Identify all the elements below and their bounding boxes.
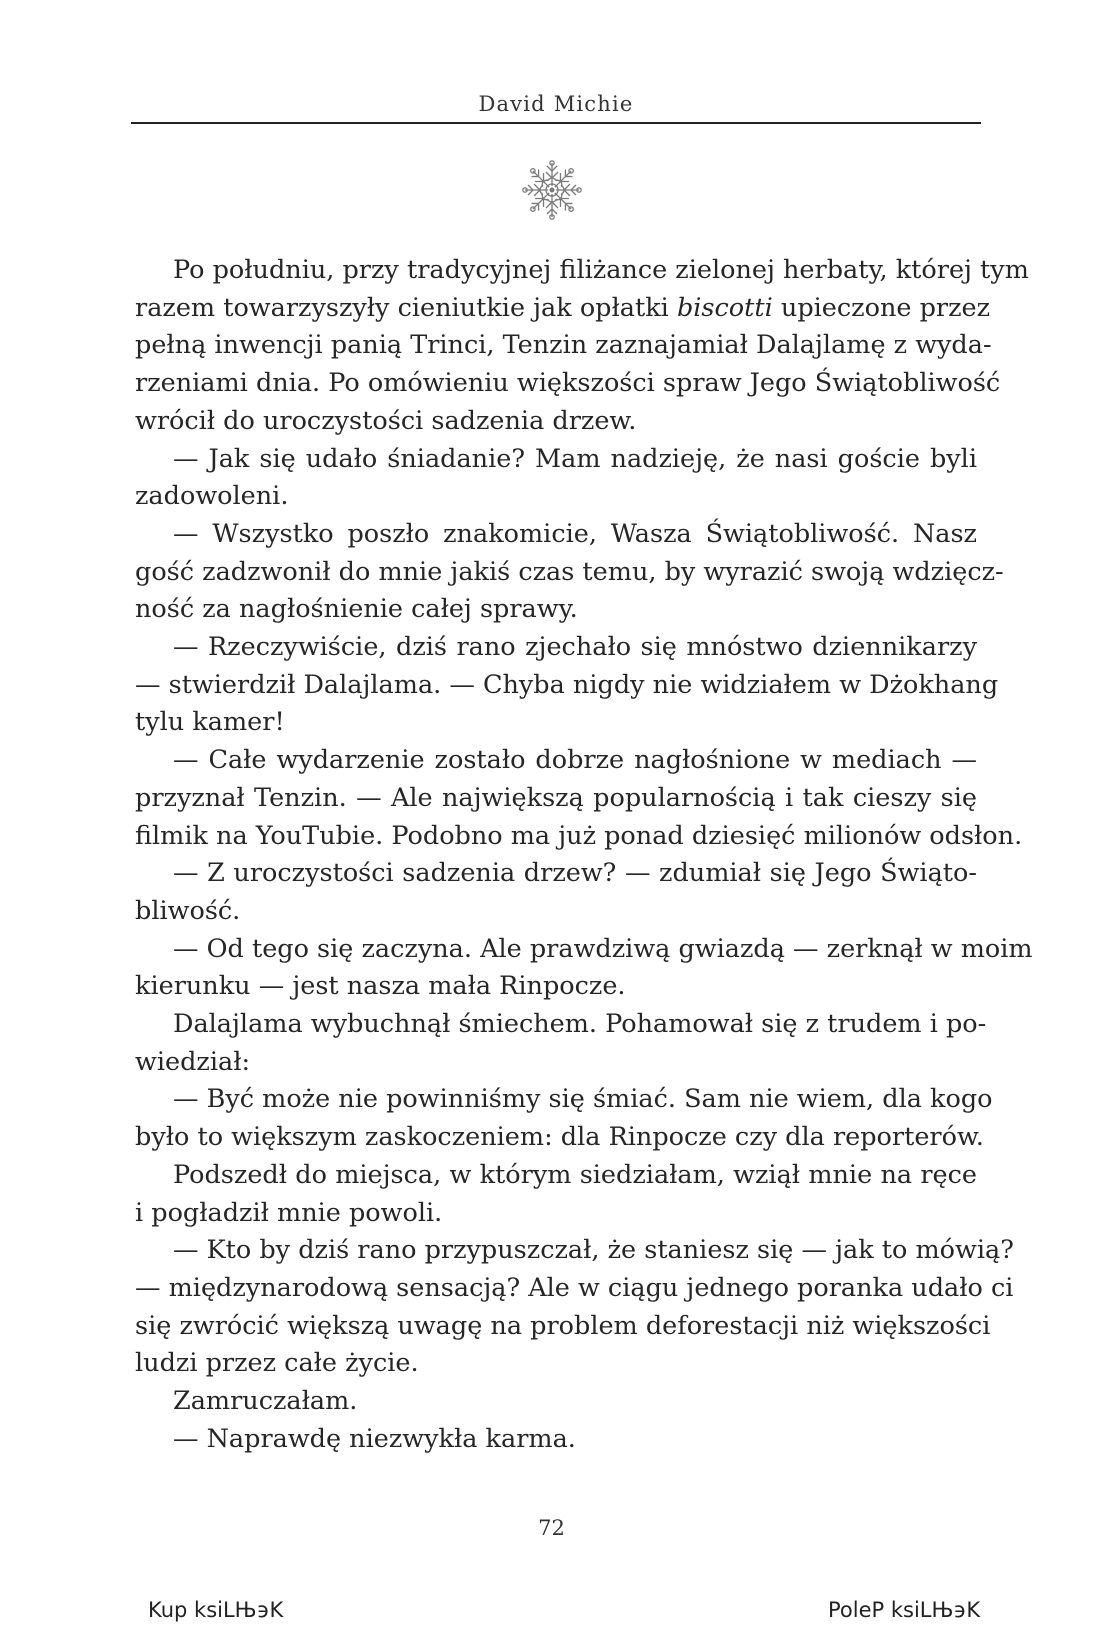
text-line: gość zadzwonił do mnie jakiś czas temu, by wyrazić swoją wdzięcz- <box>135 556 1004 587</box>
text-line: — Od tego się zaczyna. Ale prawdziwą gwiazdą — zerknął w moim <box>173 933 1033 964</box>
page-number: 72 <box>538 1516 565 1540</box>
text-line: — Całe wydarzenie zostało dobrze nagłośnione w mediach — <box>173 745 977 776</box>
text-line: razem towarzyszyły cieniutkie jak opłatki biscotti upieczone przez <box>135 292 991 323</box>
snowflake-ornament-icon <box>520 158 584 222</box>
text-line: — Z uroczystości sadzenia drzew? — zdumiał się Jego Świąto- <box>173 858 977 889</box>
text-line: — Jak się udało śniadanie? Mam nadzieję, że nasi goście byli <box>173 443 977 474</box>
text-line: Dalajlama wybuchnął śmiechem. Pohamował się z trudem i po- <box>173 1009 987 1040</box>
text-line: się zwrócić większą uwagę na problem deforestacji niż większości <box>135 1310 991 1341</box>
recommend-book-link[interactable]: PoleP ksiLЊ϶K <box>828 1598 981 1622</box>
text-line: — Wszystko poszło znakomicie, Wasza Świątobliwość. Nasz <box>173 518 977 549</box>
text-line: — Rzeczywiście, dziś rano zjechało się mnóstwo dziennikarzy <box>173 632 977 663</box>
text-line: zadowoleni. <box>135 481 289 512</box>
text-line: i pogładził mnie powoli. <box>135 1197 443 1228</box>
text-line: filmik na YouTubie. Podobno ma już ponad dziesięć milionów odsłon. <box>135 820 1023 851</box>
text-line: — Naprawdę niezwykła karma. <box>173 1423 576 1454</box>
text-line: Po południu, przy tradycyjnej filiżance zielonej herbaty, której tym <box>173 255 1029 285</box>
text-line: było to większym zaskoczeniem: dla Rinpocze czy dla reporterów. <box>135 1122 984 1153</box>
header-rule <box>131 122 981 124</box>
emphasis-biscotti: biscotti <box>676 292 773 323</box>
body-text <box>135 252 1033 1459</box>
text-line: pełną inwencji panią Trinci, Tenzin zaznajamiał Dalajlamę z wyda- <box>135 330 992 361</box>
text-line: wrócił do uroczystości sadzenia drzew. <box>135 405 637 436</box>
text-line: ność za nagłośnienie całej sprawy. <box>135 594 578 625</box>
text-line: rzeniami dnia. Po omówieniu większości spraw Jego Świątobliwość <box>135 368 1001 399</box>
text-line: — Kto by dziś rano przypuszczał, że staniesz się — jak to mówią? <box>173 1235 1014 1266</box>
text-line: wiedział: <box>135 1046 251 1077</box>
text-line: Podszedł do miejsca, w którym siedziałam, wziął mnie na ręce <box>173 1159 977 1190</box>
text-line: — Być może nie powinniśmy się śmiać. Sam nie wiem, dla kogo <box>173 1084 993 1115</box>
text-line: Zamruczałam. <box>173 1386 358 1417</box>
text-line: ludzi przez całe życie. <box>135 1348 419 1379</box>
text-line: kierunku — jest nasza mała Rinpocze. <box>135 971 626 1002</box>
text-line: — stwierdził Dalajlama. — Chyba nigdy nie widziałem w Dżokhang <box>135 669 999 700</box>
text-line: tylu kamer! <box>135 707 285 738</box>
running-head-author: David Michie <box>478 92 634 116</box>
buy-book-link[interactable]: Kup ksiLЊ϶K <box>148 1598 284 1622</box>
text-line: bliwość. <box>135 895 241 926</box>
text-line: — międzynarodową sensacją? Ale w ciągu jednego poranka udało ci <box>135 1272 1014 1303</box>
text-line: przyznał Tenzin. — Ale największą popularnością i tak cieszy się <box>135 782 977 813</box>
